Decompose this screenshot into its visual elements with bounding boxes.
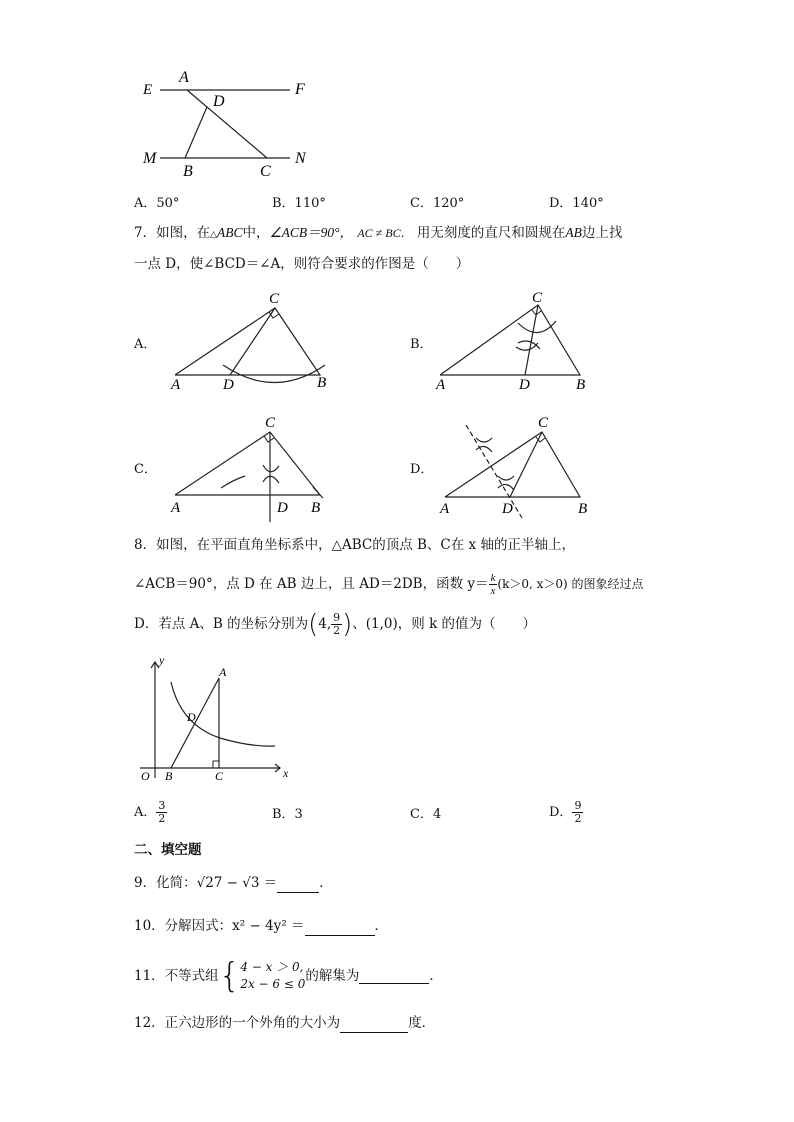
fig-d-label-D: D <box>502 501 513 517</box>
q8-option-a-label: A． <box>134 805 157 820</box>
label-C: C <box>260 163 271 180</box>
q7-text-d: 边上找 <box>581 225 623 241</box>
triangle-symbol: △ <box>210 230 218 240</box>
segment-ac <box>187 90 267 158</box>
q10 <box>134 917 388 936</box>
q11-text-b: 的解集为 <box>305 968 360 984</box>
q7-option-b[interactable]: B． <box>410 337 433 352</box>
q9-end: ． <box>319 875 333 891</box>
q8-option-a[interactable] <box>134 800 167 825</box>
q8-option-d-label: D． <box>549 805 573 820</box>
section-fill-in-blank-title: 二、填空题 <box>134 842 202 858</box>
q12 <box>134 1014 435 1033</box>
segment-bd <box>185 107 207 158</box>
brace-icon: { <box>218 956 241 996</box>
q7-text-c: 用无刻度的直尺和圆规在 <box>416 225 566 241</box>
coord-a-num: 9 <box>333 611 341 624</box>
q10-text: 10．分解因式：x² − 4y² ＝ <box>134 918 305 934</box>
q6-option-c[interactable]: C．120° <box>410 196 465 211</box>
q7-stem-line1 <box>134 224 622 244</box>
axis-label-y: y <box>159 653 165 667</box>
fig-d-label-C: C <box>538 415 549 431</box>
fig-c-label-B: B <box>311 500 321 516</box>
fig-a-label-D: D <box>223 377 234 393</box>
q6-option-a[interactable]: A．50° <box>134 196 180 211</box>
q12-text: 12．正六边形的一个外角的大小为 <box>134 1015 341 1031</box>
q8-option-b[interactable]: B．3 <box>272 807 303 822</box>
q8-option-d[interactable] <box>549 800 583 825</box>
q8-option-c[interactable]: C．4 <box>410 807 442 822</box>
q6-option-d[interactable]: D．140° <box>549 196 604 211</box>
coord-a-x: 4, <box>318 616 332 632</box>
fig-b-label-B: B <box>576 377 586 393</box>
q8-stem-line2 <box>134 572 644 597</box>
fig-c-label-C: C <box>265 415 276 431</box>
fig-a-label-B: B <box>317 375 327 391</box>
q7-figure-c <box>165 410 345 525</box>
fig-d-label-A: A <box>440 501 450 517</box>
right-angle-mark <box>213 761 219 768</box>
q11-ineq-2: 2x − 6 ≤ 0 <box>240 977 306 991</box>
q9 <box>134 874 333 893</box>
fig8-label-B: B <box>165 769 173 783</box>
label-M: M <box>143 150 157 167</box>
label-N: N <box>295 150 306 167</box>
q8-stem-line3: D．若点 A、B 的坐标分别为(4, $\frac{9}{2}$ )、(1,0)，则 k 的值为（ ） <box>134 609 537 640</box>
fig-a-label-C: C <box>269 291 280 307</box>
q11-answer-blank[interactable] <box>359 969 429 984</box>
fig8-label-C: C <box>215 769 224 783</box>
q7-text-a: 如图，在 <box>156 225 211 241</box>
q7-angle-eq: ∠ACB＝90°， <box>269 225 354 240</box>
label-E: E <box>143 82 153 98</box>
fig-b-label-C: C <box>532 290 543 306</box>
q12-answer-blank[interactable] <box>340 1014 408 1033</box>
q11 <box>134 958 443 994</box>
q9-answer-blank[interactable] <box>277 874 319 893</box>
frac-num: k <box>490 572 496 584</box>
opt-a-den: 2 <box>158 812 166 825</box>
q7-option-a[interactable]: A． <box>134 337 157 352</box>
fig8-label-O: O <box>141 769 150 783</box>
q7-neq: AC ≠ BC． <box>357 226 413 240</box>
q8-text-c: D．若点 A、B 的坐标分别为 <box>134 616 309 632</box>
q11-text-a: 11．不等式组 <box>134 968 219 984</box>
opt-d-num: 9 <box>574 799 582 812</box>
q7-ab: AB <box>565 225 582 240</box>
q6-figure <box>135 70 320 180</box>
q8-figure <box>135 650 300 785</box>
fig-c-label-D: D <box>277 500 288 516</box>
q10-answer-blank[interactable] <box>305 917 375 936</box>
q11-inequality-system <box>240 959 305 993</box>
q7-number: 7． <box>134 225 157 241</box>
fig-d-label-B: B <box>578 501 588 517</box>
opt-d-den: 2 <box>574 812 582 825</box>
q8-text-b: (k＞0, x＞0) 的图象经过点 <box>497 577 644 591</box>
q11-ineq-1: 4 − x ＞ 0, <box>240 960 304 974</box>
q8-stem-line1: 8．如图，在平面直角坐标系中，△ABC的顶点 B、C在 x 轴的正半轴上， <box>134 537 575 553</box>
fig8-label-D: D <box>187 710 196 724</box>
q12-end: 度． <box>408 1015 436 1031</box>
fig-b-label-A: A <box>436 377 446 393</box>
q7-option-d[interactable]: D． <box>410 462 434 477</box>
q7-text-b: 中， <box>242 225 270 241</box>
fig8-label-A: A <box>219 665 227 679</box>
q7-figure-b <box>430 285 600 395</box>
q6-option-b[interactable]: B．110° <box>272 196 326 211</box>
label-A: A <box>179 70 189 86</box>
q7-abc: ABC <box>217 225 243 240</box>
frac-den: x <box>490 585 496 597</box>
q8-option-d-value <box>572 800 583 825</box>
label-D: D <box>213 93 225 110</box>
axis-label-x: x <box>283 766 289 780</box>
q8-option-a-value <box>156 800 167 825</box>
fig-b-label-D: D <box>519 377 530 393</box>
coord-a-den: 2 <box>333 624 341 637</box>
opt-a-num: 3 <box>158 799 166 812</box>
q7-figure-d <box>430 410 605 522</box>
q10-end: ． <box>374 918 389 934</box>
label-F: F <box>295 81 305 98</box>
q7-figure-a <box>165 285 345 395</box>
fig-c-label-A: A <box>171 500 181 516</box>
q11-end: ． <box>429 968 443 984</box>
q7-option-c[interactable]: C． <box>134 462 157 477</box>
q8-text-d: 、(1,0)，则 k 的值为（ ） <box>352 616 537 632</box>
q8-text-a: ∠ACB＝90°，点 D 在 AB 边上，且 AD＝2DB，函数 y＝ <box>134 576 489 592</box>
q7-stem-line2: 一点 D，使∠BCD＝∠A，则符合要求的作图是（ ） <box>134 256 470 272</box>
coord-a-y <box>331 612 342 637</box>
fig-a-label-A: A <box>171 377 181 393</box>
q9-text: 9．化简：√27 − √3 ＝ <box>134 875 278 891</box>
label-B: B <box>183 163 193 180</box>
